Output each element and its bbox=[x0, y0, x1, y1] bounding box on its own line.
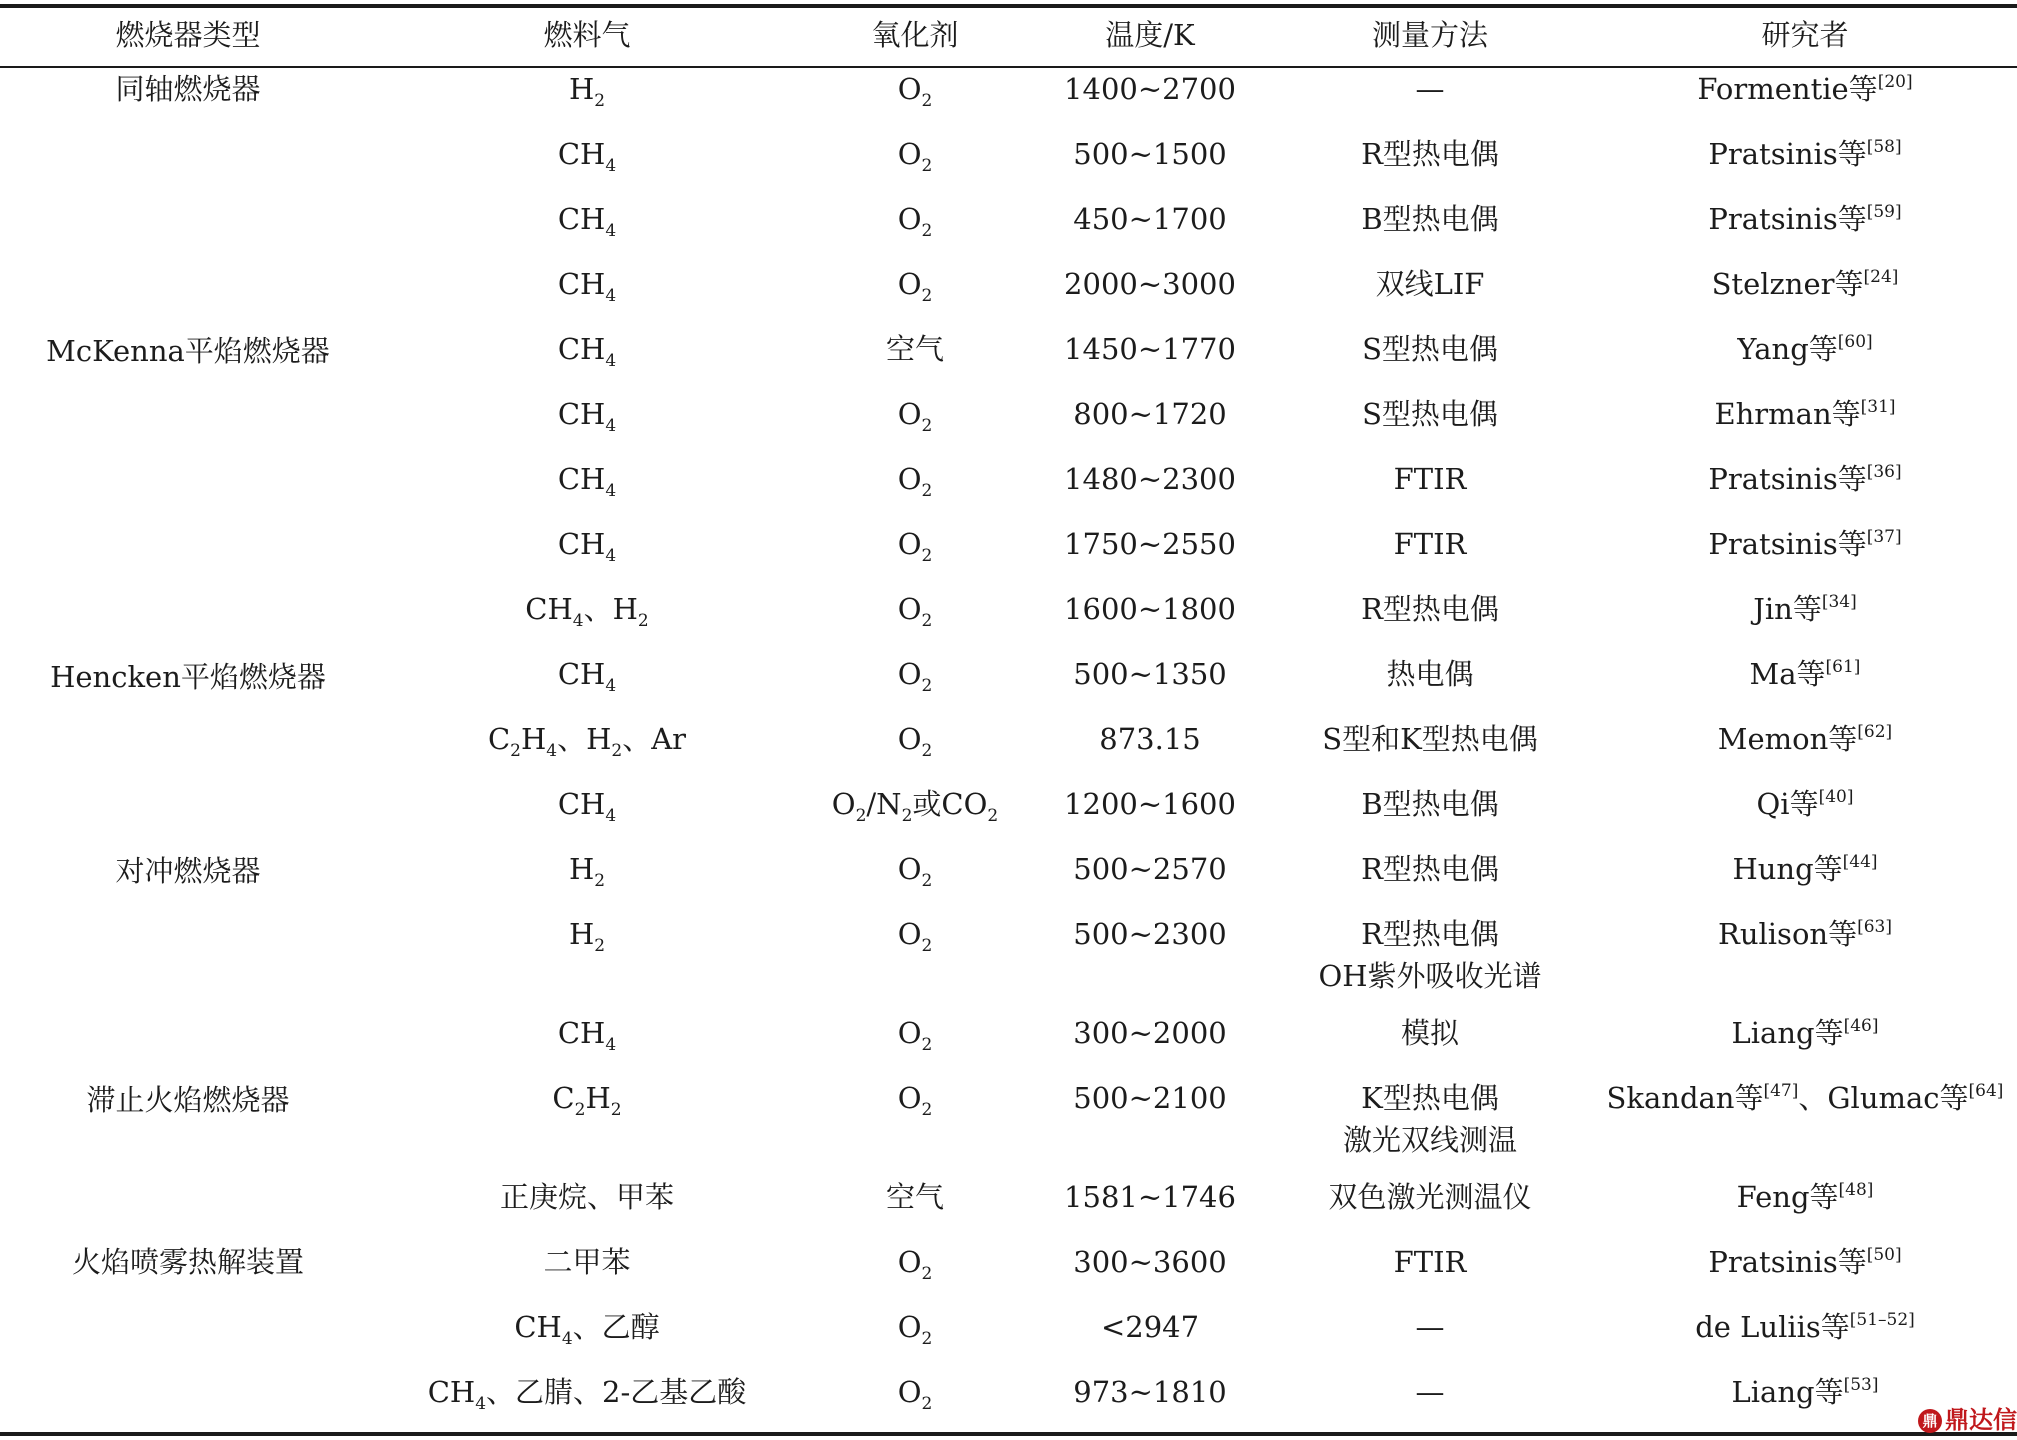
method-text: — bbox=[1415, 1375, 1445, 1409]
reference-number: [46] bbox=[1843, 1016, 1879, 1036]
watermark-logo bbox=[1918, 1400, 2017, 1435]
researcher-name: Jin等 bbox=[1753, 592, 1822, 626]
reference-number: [37] bbox=[1866, 527, 1902, 547]
formula-text: 、乙醇 bbox=[572, 1310, 660, 1344]
method-cell bbox=[1322, 718, 1538, 760]
researcher-cell bbox=[1718, 913, 1892, 955]
watermark-text: 鼎达信 bbox=[1945, 1406, 2017, 1434]
researcher-cell bbox=[1695, 1306, 1915, 1348]
subscript: 2 bbox=[921, 1264, 933, 1284]
formula-text: 、Ar bbox=[622, 722, 687, 756]
fuel-cell bbox=[558, 458, 616, 500]
fuel-cell bbox=[558, 653, 616, 695]
method-cell bbox=[1343, 1077, 1517, 1161]
temperature-cell: 1480~2300 bbox=[1064, 462, 1236, 496]
oxidizer-cell bbox=[898, 588, 933, 630]
temperature-cell: 1450~1770 bbox=[1064, 332, 1236, 366]
formula-text: 空气 bbox=[885, 332, 945, 366]
researcher-name: Pratsinis等 bbox=[1708, 202, 1867, 236]
method-cell bbox=[1361, 198, 1498, 240]
method-cell bbox=[1361, 588, 1499, 630]
researcher-name: Formentie等 bbox=[1697, 72, 1878, 106]
oxidizer-cell bbox=[886, 1176, 944, 1218]
method-cell bbox=[1318, 913, 1541, 997]
subscript: 2 bbox=[921, 936, 933, 956]
subscript: 4 bbox=[561, 1329, 573, 1349]
researcher-name: Memon等 bbox=[1717, 722, 1858, 756]
formula-text: O bbox=[897, 917, 922, 951]
reference-number: [53] bbox=[1843, 1375, 1879, 1395]
temperature-cell: 800~1720 bbox=[1073, 397, 1227, 431]
formula-text: CH bbox=[557, 1016, 606, 1050]
formula-text: O bbox=[897, 1081, 922, 1115]
formula-text: CH bbox=[557, 462, 606, 496]
subscript: 2 bbox=[594, 91, 606, 111]
formula-text: O bbox=[897, 397, 922, 431]
method-cell bbox=[1394, 458, 1467, 500]
researcher-name-2: 、Glumac等 bbox=[1798, 1081, 1969, 1115]
subscript: 2 bbox=[611, 741, 623, 761]
formula-text: CH bbox=[525, 592, 573, 626]
subscript: 4 bbox=[605, 1035, 617, 1055]
oxidizer-cell bbox=[898, 198, 933, 240]
method-text: R型热电偶 bbox=[1361, 852, 1499, 886]
researcher-name: Pratsinis等 bbox=[1708, 1245, 1867, 1279]
oxidizer-cell bbox=[898, 133, 933, 175]
subscript: 4 bbox=[546, 741, 558, 761]
formula-text: C bbox=[552, 1081, 575, 1115]
method-text: R型热电偶 bbox=[1361, 137, 1499, 171]
method-text: S型热电偶 bbox=[1362, 397, 1498, 431]
subscript: 2 bbox=[637, 611, 649, 631]
group-hencken: Hencken平焰燃烧器 bbox=[50, 660, 326, 694]
researcher-cell bbox=[1708, 458, 1901, 500]
subscript: 4 bbox=[475, 1394, 487, 1414]
subscript: 2 bbox=[921, 221, 933, 241]
oxidizer-cell bbox=[898, 393, 933, 435]
subscript: 4 bbox=[572, 611, 584, 631]
header-temperature: 温度/K bbox=[1105, 18, 1195, 52]
temperature-cell: 300~3600 bbox=[1073, 1245, 1227, 1279]
formula-text: O bbox=[897, 657, 922, 691]
temperature-cell: 873.15 bbox=[1099, 722, 1201, 756]
temperature-cell: 1581~1746 bbox=[1064, 1180, 1236, 1214]
subscript: 4 bbox=[605, 676, 617, 696]
formula-text: O bbox=[897, 722, 922, 756]
subscript: 4 bbox=[605, 416, 617, 436]
oxidizer-cell bbox=[898, 68, 933, 110]
temperature-cell: 1200~1600 bbox=[1064, 787, 1236, 821]
method-text: R型热电偶 bbox=[1361, 592, 1499, 626]
reference-number: [20] bbox=[1877, 72, 1913, 92]
formula-text: 、H bbox=[583, 592, 638, 626]
method-cell bbox=[1401, 1012, 1459, 1054]
researcher-name: Pratsinis等 bbox=[1708, 137, 1867, 171]
subscript: 2 bbox=[921, 286, 933, 306]
researcher-cell bbox=[1708, 133, 1901, 175]
oxidizer-cell bbox=[898, 1077, 933, 1119]
header-fuel: 燃料气 bbox=[543, 18, 631, 52]
formula-text: O bbox=[897, 462, 922, 496]
temperature-cell: 1400~2700 bbox=[1064, 72, 1236, 106]
researcher-name: Yang等 bbox=[1737, 332, 1838, 366]
reference-number: [40] bbox=[1818, 787, 1854, 807]
researcher-cell bbox=[1708, 1241, 1901, 1283]
researcher-cell bbox=[1708, 523, 1901, 565]
temperature-cell: 500~2300 bbox=[1073, 917, 1227, 951]
formula-text: O bbox=[897, 1310, 922, 1344]
subscript: 2 bbox=[921, 676, 933, 696]
researcher-cell bbox=[1714, 393, 1895, 435]
researcher-name: Ehrman等 bbox=[1714, 397, 1861, 431]
oxidizer-cell bbox=[898, 1241, 933, 1283]
temperature-cell: 500~1350 bbox=[1073, 657, 1227, 691]
fuel-cell bbox=[569, 848, 605, 890]
subscript: 2 bbox=[921, 156, 933, 176]
method-cell bbox=[1361, 133, 1499, 175]
researcher-cell bbox=[1737, 328, 1872, 370]
researcher-cell bbox=[1718, 718, 1892, 760]
subscript: 2 bbox=[574, 1100, 586, 1120]
formula-text: O bbox=[897, 527, 922, 561]
bottom-rule bbox=[0, 1432, 2017, 1436]
subscript: 2 bbox=[921, 741, 933, 761]
researcher-name: de Luliis等 bbox=[1695, 1310, 1850, 1344]
oxidizer-cell bbox=[898, 1012, 933, 1054]
reference-number: [36] bbox=[1866, 462, 1902, 482]
researcher-cell bbox=[1712, 263, 1899, 305]
subscript: 2 bbox=[921, 416, 933, 436]
temperature-cell: 450~1700 bbox=[1073, 202, 1227, 236]
formula-text: 或CO bbox=[912, 787, 988, 821]
oxidizer-cell bbox=[898, 913, 933, 955]
temperature-cell: 300~2000 bbox=[1073, 1016, 1227, 1050]
formula-text: O bbox=[897, 72, 922, 106]
group-mckenna: McKenna平焰燃烧器 bbox=[46, 334, 330, 368]
fuel-cell bbox=[552, 1077, 621, 1119]
formula-text: O bbox=[831, 787, 856, 821]
method-text: FTIR bbox=[1393, 462, 1467, 496]
header-researcher: 研究者 bbox=[1761, 18, 1849, 52]
top-rule bbox=[0, 4, 2017, 8]
reference-number: [60] bbox=[1837, 332, 1873, 352]
fuel-cell bbox=[558, 263, 616, 305]
temperature-cell: 500~2570 bbox=[1073, 852, 1227, 886]
method-cell bbox=[1362, 393, 1498, 435]
method-text: 热电偶 bbox=[1386, 657, 1474, 691]
formula-text: CH bbox=[557, 267, 606, 301]
reference-number: [63] bbox=[1857, 917, 1892, 937]
reference-number: [48] bbox=[1838, 1180, 1874, 1200]
formula-text: O bbox=[897, 1245, 922, 1279]
subscript: 2 bbox=[921, 1035, 933, 1055]
method-text: FTIR bbox=[1393, 527, 1467, 561]
formula-text: O bbox=[897, 202, 922, 236]
oxidizer-cell bbox=[898, 523, 933, 565]
researcher-name: Hung等 bbox=[1732, 852, 1843, 886]
reference-number: [61] bbox=[1825, 657, 1861, 677]
method-cell bbox=[1416, 1306, 1445, 1348]
fuel-cell bbox=[500, 1176, 674, 1218]
group-coaxial: 同轴燃烧器 bbox=[115, 72, 261, 106]
researcher-cell bbox=[1607, 1077, 2004, 1119]
researcher-cell bbox=[1757, 783, 1854, 825]
researcher-name: Stelzner等 bbox=[1711, 267, 1864, 301]
subscript: 2 bbox=[610, 1100, 622, 1120]
oxidizer-cell bbox=[832, 783, 998, 825]
subscript: 2 bbox=[921, 1100, 933, 1120]
researcher-cell bbox=[1732, 1371, 1879, 1413]
fuel-cell bbox=[569, 68, 605, 110]
logo-seal-icon: 鼎 bbox=[1918, 1409, 1942, 1433]
subscript: 2 bbox=[594, 871, 606, 891]
fuel-cell bbox=[558, 783, 616, 825]
formula-text: 正庚烷、甲苯 bbox=[499, 1180, 675, 1214]
reference-number: [62] bbox=[1857, 722, 1893, 742]
method-text: FTIR bbox=[1393, 1245, 1467, 1279]
formula-text: H bbox=[568, 852, 595, 886]
subscript: 2 bbox=[987, 806, 999, 826]
method-text: — bbox=[1415, 1310, 1445, 1344]
formula-text: O bbox=[897, 592, 922, 626]
formula-text: O bbox=[897, 1016, 922, 1050]
fuel-cell bbox=[525, 588, 648, 630]
subscript: 4 bbox=[605, 286, 617, 306]
reference-number-2: [64] bbox=[1968, 1081, 2004, 1101]
reference-number: [51–52] bbox=[1849, 1310, 1915, 1330]
researcher-name: Qi等 bbox=[1756, 787, 1819, 821]
formula-text: O bbox=[897, 1375, 922, 1409]
formula-text: CH bbox=[557, 527, 606, 561]
method-cell bbox=[1394, 1241, 1467, 1283]
formula-text: O bbox=[897, 852, 922, 886]
fuel-cell bbox=[428, 1371, 747, 1413]
subscript: 4 bbox=[605, 221, 617, 241]
temperature-cell: 973~1810 bbox=[1073, 1375, 1227, 1409]
header-method: 测量方法 bbox=[1371, 18, 1489, 52]
reference-number: [58] bbox=[1866, 137, 1902, 157]
reference-number: [34] bbox=[1821, 592, 1857, 612]
researcher-name: Skandan等 bbox=[1606, 1081, 1764, 1115]
subscript: 2 bbox=[594, 936, 606, 956]
researcher-name: Rulison等 bbox=[1718, 917, 1858, 951]
formula-text: /N bbox=[866, 787, 902, 821]
researcher-name: Feng等 bbox=[1736, 1180, 1839, 1214]
method-text: S型和K型热电偶 bbox=[1322, 722, 1538, 756]
fuel-cell bbox=[558, 133, 616, 175]
subscript: 2 bbox=[921, 611, 933, 631]
temperature-cell: 2000~3000 bbox=[1064, 267, 1236, 301]
subscript: 2 bbox=[921, 91, 933, 111]
researcher-cell bbox=[1732, 848, 1877, 890]
formula-text: H bbox=[585, 1081, 611, 1115]
method-text: S型热电偶 bbox=[1362, 332, 1498, 366]
reference-number: [50] bbox=[1866, 1245, 1902, 1265]
formula-text: CH bbox=[427, 1375, 476, 1409]
formula-text: H bbox=[568, 72, 595, 106]
reference-number: [44] bbox=[1842, 852, 1878, 872]
formula-text: CH bbox=[557, 202, 606, 236]
reference-number: [31] bbox=[1860, 397, 1896, 417]
temperature-cell: 1750~2550 bbox=[1064, 527, 1236, 561]
formula-text: CH bbox=[557, 657, 606, 691]
researcher-cell bbox=[1697, 68, 1912, 110]
method-cell bbox=[1416, 1371, 1445, 1413]
method-cell bbox=[1394, 523, 1467, 565]
oxidizer-cell bbox=[886, 328, 944, 370]
oxidizer-cell bbox=[898, 848, 933, 890]
subscript: 2 bbox=[901, 806, 913, 826]
subscript: 2 bbox=[921, 1329, 933, 1349]
method-text: 模拟 bbox=[1400, 1016, 1460, 1050]
method-text: K型热电偶 bbox=[1361, 1081, 1499, 1115]
formula-text: CH bbox=[557, 397, 606, 431]
fuel-cell bbox=[569, 913, 605, 955]
researcher-cell bbox=[1750, 653, 1861, 695]
subscript: 4 bbox=[605, 351, 617, 371]
oxidizer-cell bbox=[898, 458, 933, 500]
researcher-name: Liang等 bbox=[1731, 1016, 1844, 1050]
subscript: 4 bbox=[605, 806, 617, 826]
fuel-cell bbox=[558, 198, 616, 240]
researcher-cell bbox=[1737, 1176, 1874, 1218]
group-stagnation: 滞止火焰燃烧器 bbox=[86, 1083, 290, 1117]
fuel-cell bbox=[488, 718, 686, 760]
fuel-cell bbox=[558, 328, 616, 370]
temperature-cell: 500~2100 bbox=[1073, 1081, 1227, 1115]
subscript: 2 bbox=[921, 1394, 933, 1414]
researcher-cell bbox=[1753, 588, 1856, 630]
group-counterflow: 对冲燃烧器 bbox=[115, 854, 261, 888]
researcher-name: Ma等 bbox=[1749, 657, 1826, 691]
researcher-name: Pratsinis等 bbox=[1708, 462, 1867, 496]
method-cell bbox=[1361, 783, 1498, 825]
researcher-name: Liang等 bbox=[1731, 1375, 1844, 1409]
method-text-line2: 激光双线测温 bbox=[1342, 1123, 1518, 1157]
researcher-cell bbox=[1708, 198, 1901, 240]
researcher-cell bbox=[1732, 1012, 1879, 1054]
fuel-cell bbox=[558, 393, 616, 435]
oxidizer-cell bbox=[898, 653, 933, 695]
subscript: 2 bbox=[921, 871, 933, 891]
formula-text: H bbox=[568, 917, 595, 951]
subscript: 2 bbox=[510, 741, 521, 761]
method-text: 双色激光测温仪 bbox=[1328, 1180, 1532, 1214]
method-cell bbox=[1361, 848, 1499, 890]
method-cell bbox=[1328, 1176, 1531, 1218]
oxidizer-cell bbox=[898, 1371, 933, 1413]
reference-number: [24] bbox=[1863, 267, 1899, 287]
method-cell bbox=[1376, 263, 1485, 305]
formula-text: O bbox=[897, 267, 922, 301]
temperature-cell: 500~1500 bbox=[1073, 137, 1227, 171]
formula-text: CH bbox=[514, 1310, 562, 1344]
method-text: 双线LIF bbox=[1375, 267, 1485, 301]
oxidizer-cell bbox=[898, 263, 933, 305]
formula-text: C bbox=[487, 722, 511, 756]
formula-text: H bbox=[520, 722, 547, 756]
fuel-cell bbox=[543, 1241, 630, 1283]
formula-text: CH bbox=[557, 332, 606, 366]
method-text-line2: OH紫外吸收光谱 bbox=[1318, 959, 1542, 993]
method-cell bbox=[1416, 68, 1445, 110]
researcher-name: Pratsinis等 bbox=[1708, 527, 1867, 561]
method-cell bbox=[1386, 653, 1473, 695]
subscript: 4 bbox=[605, 546, 617, 566]
oxidizer-cell bbox=[898, 718, 933, 760]
reference-number: [47] bbox=[1763, 1081, 1799, 1101]
subscript: 2 bbox=[921, 481, 933, 501]
temperature-cell: <2947 bbox=[1100, 1310, 1200, 1344]
formula-text: CH bbox=[557, 787, 606, 821]
formula-text: 二甲苯 bbox=[543, 1245, 631, 1279]
subscript: 2 bbox=[855, 806, 867, 826]
oxidizer-cell bbox=[898, 1306, 933, 1348]
method-text: B型热电偶 bbox=[1361, 787, 1499, 821]
fuel-cell bbox=[558, 1012, 616, 1054]
temperature-cell: 1600~1800 bbox=[1064, 592, 1236, 626]
header-oxidizer: 氧化剂 bbox=[871, 18, 959, 52]
formula-text: 、乙腈、2-乙基乙酸 bbox=[486, 1375, 747, 1409]
fuel-cell bbox=[514, 1306, 659, 1348]
formula-text: 、H bbox=[557, 722, 612, 756]
header-burner-type: 燃烧器类型 bbox=[115, 18, 261, 52]
formula-text: O bbox=[897, 137, 922, 171]
reference-number: [59] bbox=[1866, 202, 1902, 222]
subscript: 2 bbox=[921, 546, 933, 566]
group-flame-spray-pyrolysis: 火焰喷雾热解装置 bbox=[71, 1245, 305, 1279]
subscript: 4 bbox=[605, 156, 617, 176]
method-text: B型热电偶 bbox=[1361, 202, 1499, 236]
formula-text: 空气 bbox=[885, 1180, 945, 1214]
method-cell bbox=[1362, 328, 1498, 370]
method-text: R型热电偶 bbox=[1361, 917, 1499, 951]
formula-text: CH bbox=[557, 137, 606, 171]
subscript: 4 bbox=[605, 481, 617, 501]
fuel-cell bbox=[558, 523, 616, 565]
method-text: — bbox=[1415, 72, 1445, 106]
